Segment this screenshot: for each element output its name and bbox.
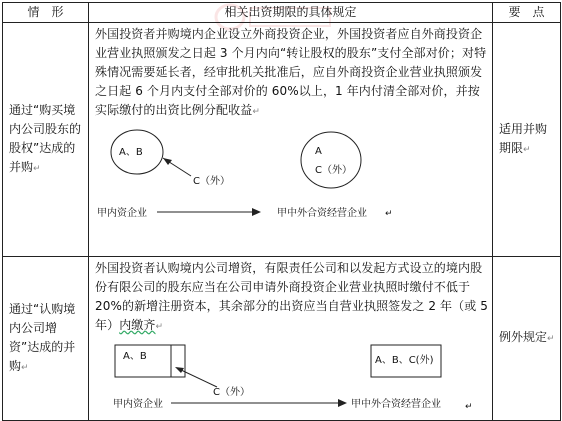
paragraph-mark: ↵ xyxy=(33,163,41,174)
paragraph-mark: ↵ xyxy=(252,107,260,117)
rule-cell xyxy=(89,23,493,257)
box2-label: A、B、C(外) xyxy=(375,355,434,366)
circle1-label: A、B xyxy=(119,147,143,158)
from-company-label: 甲内资企业 xyxy=(113,399,163,410)
paragraph-mark: ↵ xyxy=(547,334,555,344)
point-text: 例外规定 xyxy=(499,330,548,344)
rules-table xyxy=(2,2,561,421)
point-cell xyxy=(493,257,561,421)
situation-text: 通过“认购境内公司增资”达成的并购 xyxy=(9,301,76,373)
table-header-row xyxy=(3,3,561,23)
paragraph-mark: ↵ xyxy=(465,402,473,411)
circle2-label-2: C（外） xyxy=(315,165,352,176)
situation-text: 通过“购买境内公司股东的股权”达成的并购 xyxy=(9,102,82,174)
rule-cell xyxy=(89,257,493,421)
rule-text xyxy=(95,259,488,337)
to-company-label: 甲中外合资经营企业 xyxy=(351,399,441,410)
to-company-label: 甲中外合资经营企业 xyxy=(277,208,367,219)
rule-text-body: 外国投资者并购境内企业设立外商投资企业，外国投资者应自外商投资企业营业执照颁发之日起 3 个月内向“转让股权的股东”支付全部对价；对特殊情况需要延长者，经审批机关批准后，应自外商投资企业营业执照颁发之日起 6 个月内支付全部对价的 60%以上，1 年内付清全部对价，并按实际缴付的出资比例分配收益 xyxy=(95,27,487,117)
from-company-label: 甲内资企业 xyxy=(97,208,147,219)
point-cell xyxy=(493,23,561,257)
capital-increase-diagram xyxy=(95,341,487,411)
box1-label: A、B xyxy=(123,351,147,362)
situation-cell xyxy=(3,23,89,257)
table-row xyxy=(3,23,561,257)
table-row xyxy=(3,257,561,421)
conversion-arrow-head xyxy=(338,399,347,407)
arrow-head xyxy=(163,158,172,165)
header-situation: 情 形 xyxy=(3,3,89,23)
situation-cell xyxy=(3,257,89,421)
paragraph-mark: ↵ xyxy=(155,322,164,332)
arrow-head xyxy=(175,367,184,373)
paragraph-mark: ↵ xyxy=(523,144,531,155)
subscription-arrow xyxy=(179,369,217,387)
rule-text-body: 外国投资者认购境内公司增资，有限责任公司和以发起方式设立的境内股份有限公司的股东应当在公司申请外商投资企业营业执照时缴付不低于 20%的新增注册资本，其余部分的出资应当自营业执照签发之 2 年（或 5 年） xyxy=(95,261,488,332)
acquisition-diagram xyxy=(95,126,487,222)
circle2-label-1: A xyxy=(315,146,322,157)
foreign-investor-label: C（外） xyxy=(213,387,250,398)
jv-company-circle xyxy=(301,132,361,188)
paragraph-mark: ↵ xyxy=(385,209,393,219)
rule-text xyxy=(95,25,488,122)
rule-text-underlined: 内缴齐 xyxy=(119,318,156,332)
paragraph-mark: ↵ xyxy=(21,362,29,373)
foreign-investor-label: C（外） xyxy=(193,176,230,187)
point-text: 适用并购期限 xyxy=(499,121,548,155)
header-rules: 相关出资期限的具体规定 xyxy=(89,3,493,23)
header-points: 要 点 xyxy=(493,3,561,23)
conversion-arrow-head xyxy=(252,208,261,216)
